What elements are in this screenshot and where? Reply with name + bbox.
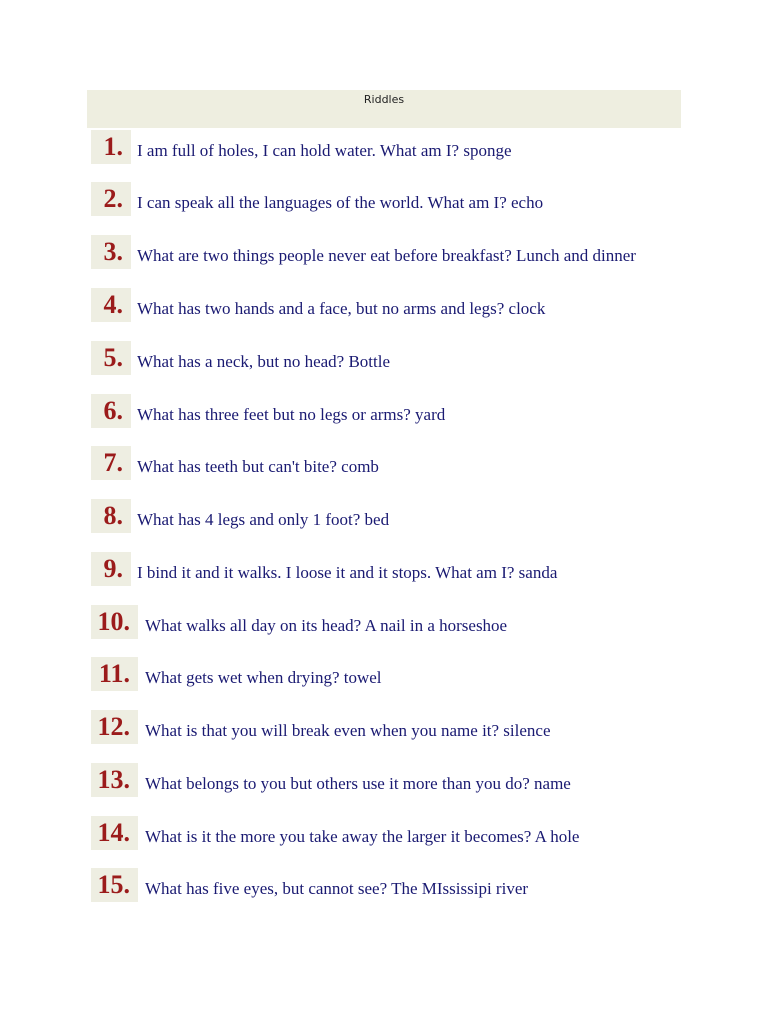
riddle-number: 13. xyxy=(91,763,138,797)
riddle-text: What is that you will break even when you name it? silence xyxy=(145,721,551,740)
riddle-number: 14. xyxy=(91,816,138,850)
riddle-number: 10. xyxy=(91,605,138,639)
page-title: Riddles xyxy=(363,93,405,106)
riddle-item-14 xyxy=(0,816,768,856)
riddle-number: 6. xyxy=(91,394,131,428)
riddle-text: I bind it and it walks. I loose it and it stops. What am I? sanda xyxy=(137,563,558,582)
riddle-text: What has two hands and a face, but no arms and legs? clock xyxy=(137,299,546,318)
riddle-text: What has five eyes, but cannot see? The MIssissipi river xyxy=(145,879,529,898)
riddle-item-7 xyxy=(0,446,768,486)
riddles-header xyxy=(87,90,681,128)
riddle-text: What has three feet but no legs or arms? yard xyxy=(137,405,446,424)
riddle-item-1 xyxy=(0,130,768,170)
riddle-item-10 xyxy=(0,605,768,645)
riddle-text: I am full of holes, I can hold water. What am I? sponge xyxy=(137,141,512,160)
riddle-item-12 xyxy=(0,710,768,750)
riddle-text: What has 4 legs and only 1 foot? bed xyxy=(137,510,390,529)
riddle-number: 4. xyxy=(91,288,131,322)
riddle-number: 12. xyxy=(91,710,138,744)
riddle-number: 7. xyxy=(91,446,131,480)
riddle-number: 3. xyxy=(91,235,131,269)
riddle-item-9 xyxy=(0,552,768,592)
riddle-text: What walks all day on its head? A nail in a horseshoe xyxy=(145,616,508,635)
riddle-number: 1. xyxy=(91,130,131,164)
riddle-number: 5. xyxy=(91,341,131,375)
riddle-number: 15. xyxy=(91,868,138,902)
riddle-text: What is it the more you take away the larger it becomes? A hole xyxy=(145,827,580,846)
riddle-number: 9. xyxy=(91,552,131,586)
riddle-number: 8. xyxy=(91,499,131,533)
riddle-item-5 xyxy=(0,341,768,381)
riddle-text: What are two things people never eat before breakfast? Lunch and dinner xyxy=(137,246,636,265)
riddle-text: What has teeth but can't bite? comb xyxy=(137,457,379,476)
riddle-number: 11. xyxy=(91,657,138,691)
riddle-item-2 xyxy=(0,182,768,222)
riddle-item-8 xyxy=(0,499,768,539)
riddle-item-11 xyxy=(0,657,768,697)
riddle-item-6 xyxy=(0,394,768,434)
riddle-item-4 xyxy=(0,288,768,328)
riddle-text: What belongs to you but others use it more than you do? name xyxy=(145,774,571,793)
riddle-item-3 xyxy=(0,235,768,275)
riddle-text: What has a neck, but no head? Bottle xyxy=(137,352,391,371)
riddle-item-13 xyxy=(0,763,768,803)
riddle-text: What gets wet when drying? towel xyxy=(145,668,382,687)
riddle-text: I can speak all the languages of the world. What am I? echo xyxy=(137,193,544,212)
riddle-item-15 xyxy=(0,868,768,908)
riddle-number: 2. xyxy=(91,182,131,216)
